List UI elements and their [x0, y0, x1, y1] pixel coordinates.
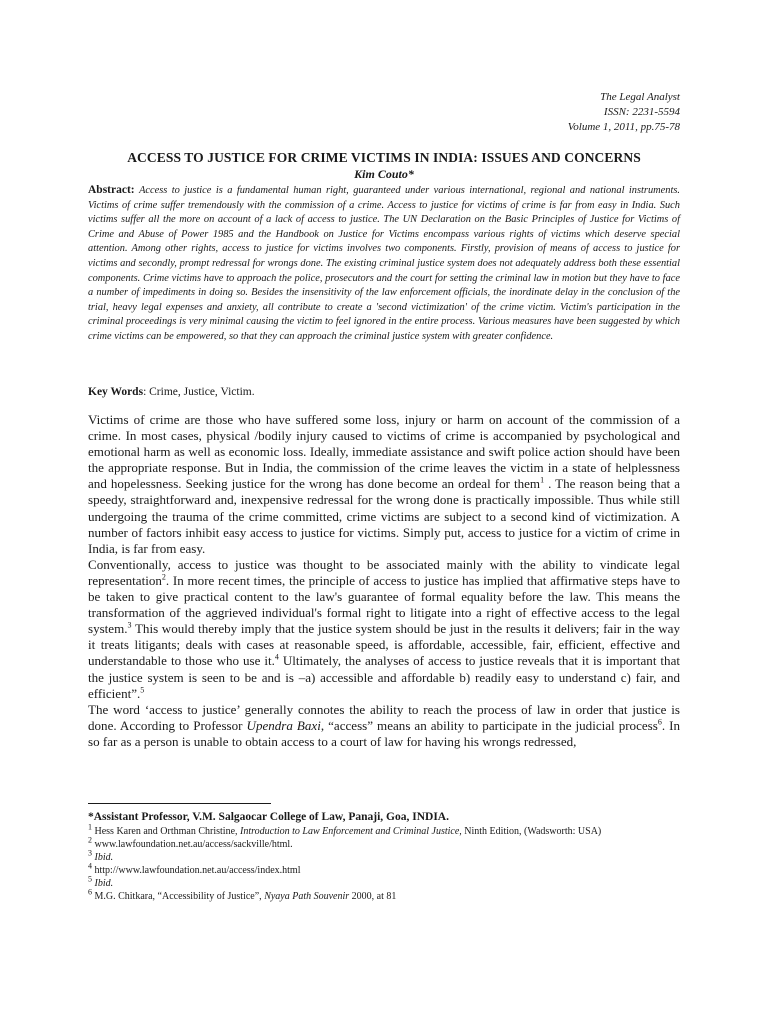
- footnote-text: Ninth Edition, (Wadsworth: USA): [461, 826, 602, 837]
- keywords-label: Key Words: [88, 386, 144, 398]
- footnote-text: Ibid.: [92, 852, 114, 864]
- footnote-number: 2: [88, 835, 92, 845]
- footnote-6: [88, 890, 688, 903]
- footnote-ref-4[interactable]: 4: [274, 653, 279, 663]
- footnote-title: Nyaya Path Souvenir: [264, 891, 350, 903]
- footnote-text: 2000, at 81: [349, 891, 397, 903]
- footnote-link[interactable]: www.lawfoundation.net.au/access/sackville/html.: [92, 839, 293, 851]
- body-text-span: The word ‘access to justice’ generally connotes the ability to reach the process of law in order that justice is done. According to Professor: [88, 701, 680, 733]
- body-text-span: . The reason being that a speedy, straightforward and, inexpensive redressal for the wrong done is practically impossible. Thus while still undergoing the trauma of the crime committed, crime victims are subject to a second kind of victimization. A number of factors inhibit easy access to justice for victims. Simply put, access to justice for a victim of crime in India, is far from easy.: [88, 476, 680, 556]
- footnote-link[interactable]: http://www.lawfoundation.net.au/access/index.html: [92, 865, 301, 877]
- journal-name: The Legal Analyst: [600, 91, 680, 103]
- footnote-title: Introduction to Law Enforcement and Criminal Justice,: [240, 826, 462, 837]
- journal-issn: ISSN: 2231-5594: [603, 106, 680, 118]
- footnote-number: 1: [88, 822, 92, 832]
- journal-header: [568, 90, 680, 135]
- footnote-text: Ibid.: [92, 878, 114, 890]
- body-text-span: Ultimately, the analyses of access to justice reveals that it is important that the justice system is seen to be and is –a) accessible and affordable b) readily easy to understand c) fair, and efficient”.: [88, 653, 680, 701]
- journal-volume: Volume 1, 2011, pp.75-78: [567, 121, 680, 133]
- body-text-span: . In so far as a person is unable to obtain access to a court of law for having his wrongs redressed,: [88, 717, 680, 749]
- body-paragraph-1: [88, 412, 680, 557]
- footnote-number: 5: [88, 875, 92, 885]
- body-paragraph-2: [88, 557, 680, 702]
- author-affiliation: *Assistant Professor, V.M. Salgaocar College of Law, Panaji, Goa, INDIA.: [88, 811, 449, 823]
- footnote-3: [88, 848, 688, 864]
- keywords: [88, 386, 680, 398]
- body-text-span: This would thereby imply that the justice system should be just in the results it delivers; fair in the way it treats litigants; deals with cases at reasonable speed, is affordable, accessible, fair, efficient, effective and understandable to those who use it.: [88, 621, 680, 669]
- cited-person: Upendra Baxi: [246, 717, 321, 733]
- footnote-1: [88, 822, 688, 838]
- body-text: [88, 412, 680, 750]
- footnote-ref-5[interactable]: 5: [140, 685, 145, 695]
- footnote-text: M.G. Chitkara, “Accessibility of Justice”,: [92, 891, 265, 903]
- body-text-span: Victims of crime are those who have suffered some loss, injury or harm on account of the commission of a crime. In most cases, physical /bodily injury caused to victims of crime is accompanied by psychological and emotional harm as well as economic loss. Ideally, immediate assistance and swift police action should have been the appropriate response. But in India, the commission of the crime leaves the victim in a state of helplessness and hopelessness. Seeking justice for the wrong has done become an ordeal for them: [88, 412, 680, 492]
- footnote-ref-6[interactable]: 6: [657, 717, 662, 727]
- body-paragraph-3: [88, 702, 680, 750]
- footnote-number: 3: [88, 848, 92, 858]
- footnote-number: 4: [88, 861, 92, 871]
- footnote-2: [88, 835, 688, 851]
- paper-author: Kim Couto*: [354, 167, 414, 181]
- body-text-span: . In more recent times, the principle of access to justice has implied that affirmative steps have to be taken to give practical content to the law's guarantee of formal equality before the law. This means the transformation of the aggrieved individual's formal right to litigate into a right of effective access to the legal system.: [88, 572, 680, 637]
- footnote-text: Hess Karen and Orthman Christine,: [92, 826, 241, 837]
- footnote-ref-2[interactable]: 2: [161, 572, 166, 582]
- paper-title: ACCESS TO JUSTICE FOR CRIME VICTIMS IN INDIA: ISSUES AND CONCERNS: [127, 150, 641, 165]
- footnotes: [88, 810, 688, 904]
- body-text-span: , “access” means an ability to participate in the judicial process: [320, 717, 658, 733]
- abstract-label: Abstract:: [88, 184, 135, 196]
- footnote-4: [88, 861, 688, 877]
- footnote-ref-3[interactable]: 3: [127, 620, 132, 630]
- footnote-ref-1[interactable]: 1: [540, 476, 545, 486]
- footnote-number: 6: [88, 888, 92, 898]
- keywords-text: : Crime, Justice, Victim.: [143, 386, 255, 398]
- footnote-5: [88, 877, 688, 890]
- footnote-divider: [88, 803, 271, 804]
- abstract-text: Access to justice is a fundamental human right, guaranteed under various international, regional and national instruments. Victims of crime suffer tremendously with the commission of a crime. Access to justice for victims of crime is far from easy in India. Such victims suffer all the more on account of a lack of access to justice. The UN Declaration on the Basic Principles of Justice for Victims of Crime and Abuse of Power 1985 and the Handbook on Justice for Victims encompass various rights of victims which deserve special attention. Among other rights, access to justice for victims involves two components. Firstly, provision of means of access to justice for victims and secondly, prompt redressal for wrongs done. The existing criminal justice system does not adequately address both these essential components. Crime victims have to approach the police, prosecutors and the court for setting the criminal law in motion but they have to face a number of impediments in doing so. Besides the insensitivity of the law enforcement officials, the inordinate delay in the conclusion of the trial, heavy legal expenses and anxiety, all contribute to create a 'second victimization' of the crime victim. Victim's participation in the criminal proceedings is very minimal causing the victim to feel ignored in the entire process. Various measures have been suggested by which crime victims can be empowered, so that they can approach the criminal justice system with greater confidence.: [88, 185, 680, 342]
- body-text-span: Conventionally, access to justice was thought to be associated mainly with the ability to vindicate legal representation: [88, 556, 680, 588]
- abstract: [88, 183, 680, 345]
